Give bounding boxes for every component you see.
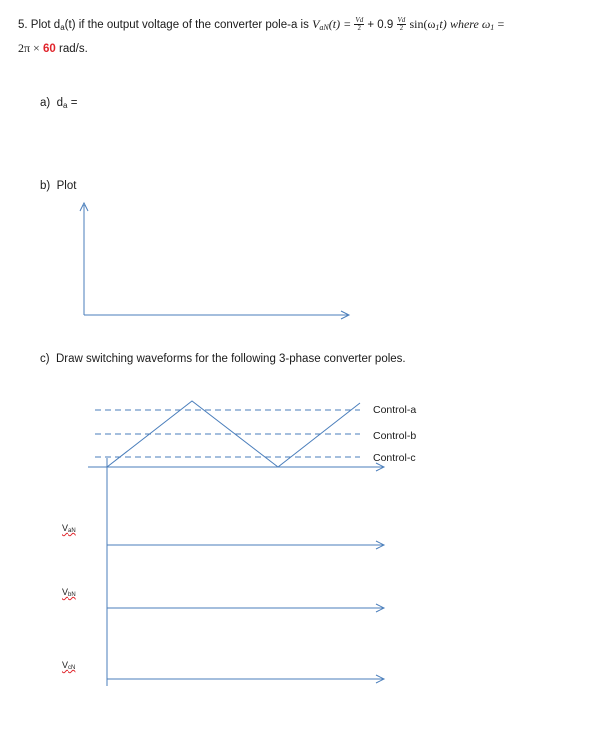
vcN-label: VcN (62, 660, 76, 671)
frac-den: 2 (357, 24, 362, 33)
vaN-label: VaN (62, 523, 76, 534)
part-c-text: Draw switching waveforms for the following 3-phase converter poles. (55, 353, 406, 365)
frac2-den: 2 (399, 24, 404, 33)
frequency-value: 60 (43, 43, 56, 55)
where-equals: = (497, 17, 505, 31)
part-b-label: b) (40, 180, 51, 192)
control-b-label: Control-b (373, 430, 417, 442)
control-c-label: Control-c (373, 452, 416, 464)
problem-lead-sub: a (60, 23, 65, 32)
frac-num-sub: d (359, 16, 364, 25)
plus-coefficient: + 0.9 (367, 19, 394, 31)
sin-sub: 1 (435, 23, 440, 32)
v-subscript: aN (319, 23, 329, 32)
part-c-label: c) (40, 353, 50, 365)
where-text: where ω (449, 17, 491, 31)
v-symbol: V (312, 17, 320, 31)
part-a-text: d (56, 97, 64, 109)
where-sub: 1 (490, 23, 495, 32)
problem-lead-tail: (t) if the output voltage of the converter pole-a is (64, 19, 309, 31)
part-a-tail: = (70, 97, 78, 109)
control-a-label: Control-a (373, 404, 417, 416)
problem-number: 5. (18, 19, 28, 31)
sin-text: sin(ω (409, 17, 436, 31)
part-a-sub: a (63, 101, 68, 110)
vbN-label: VbN (62, 587, 76, 598)
part-a-label: a) (40, 97, 51, 109)
frac2-num: V (397, 16, 402, 25)
triangle-carrier (107, 401, 360, 467)
frac2-num-sub: d (401, 16, 406, 25)
v-argument: (t) = (328, 17, 352, 31)
problem-lead: Plot d (30, 19, 61, 31)
frac-num: V (355, 16, 360, 25)
sin-tail: t) (439, 17, 447, 31)
line2-suffix: rad/s. (59, 43, 88, 55)
line2-prefix: 2π × (18, 41, 40, 55)
part-b-text: Plot (56, 180, 77, 192)
